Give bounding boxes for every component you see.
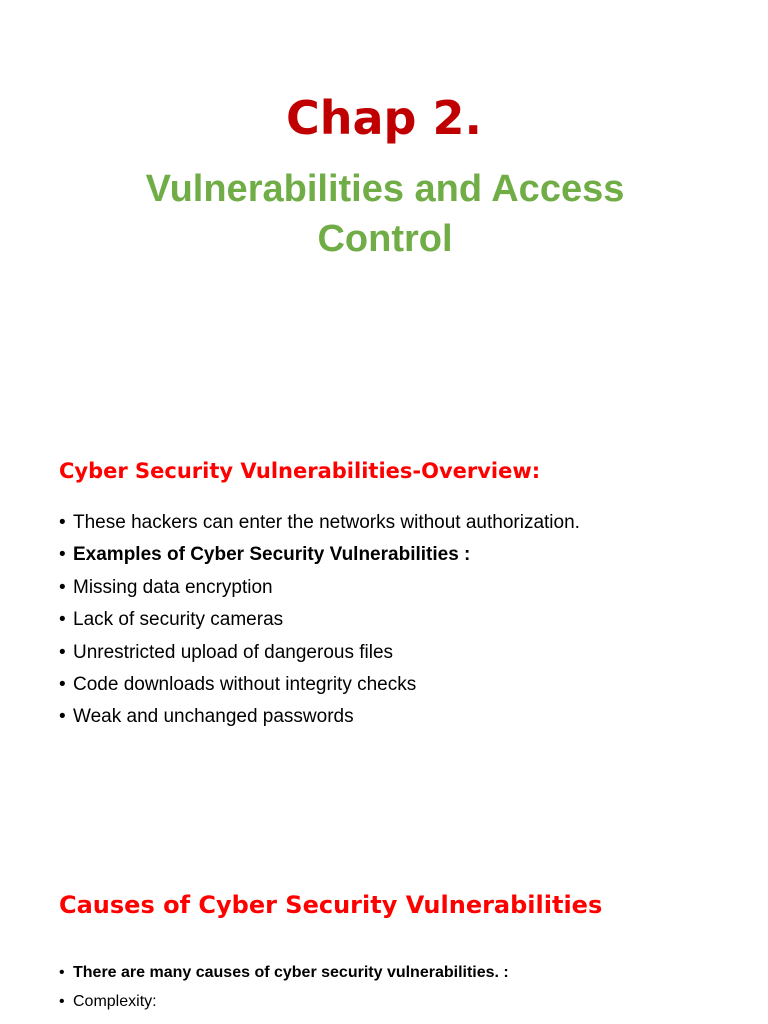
bullet-icon: •	[59, 544, 66, 566]
list-item-text: Complexity:	[73, 993, 157, 1010]
list-item-text: Code downloads without integrity checks	[73, 673, 417, 695]
list-item	[59, 539, 580, 571]
list-item	[59, 987, 509, 1016]
slide-title: Chap 2.	[286, 91, 482, 145]
overview-bullet-list	[59, 507, 580, 734]
bullet-icon: •	[59, 512, 66, 533]
slide-subtitle: Vulnerabilities and Access Control	[145, 168, 625, 260]
bullet-icon: •	[59, 576, 66, 598]
causes-bullet-list	[59, 958, 509, 1016]
bullet-icon: •	[59, 641, 66, 663]
list-item	[59, 604, 580, 636]
overview-heading: Cyber Security Vulnerabilities-Overview:	[59, 459, 541, 483]
list-item-text: These hackers can enter the networks without authorization.	[73, 512, 580, 533]
causes-heading: Causes of Cyber Security Vulnerabilities	[59, 891, 603, 919]
bullet-icon: •	[59, 993, 65, 1010]
list-item	[59, 572, 580, 604]
list-item	[59, 637, 580, 669]
bullet-icon: •	[59, 706, 66, 728]
list-item-text: Unrestricted upload of dangerous files	[73, 641, 394, 663]
list-item	[59, 669, 580, 701]
list-item	[59, 958, 509, 987]
bullet-icon: •	[59, 673, 66, 695]
list-item-text: Missing data encryption	[73, 576, 273, 598]
list-item-text: There are many causes of cyber security vulnerabilities. :	[73, 964, 509, 981]
list-item-text: Lack of security cameras	[73, 609, 284, 631]
list-item	[59, 507, 580, 539]
list-item-text: Examples of Cyber Security Vulnerabilities :	[73, 544, 471, 566]
list-item	[59, 701, 580, 733]
list-item-text: Weak and unchanged passwords	[73, 706, 354, 728]
bullet-icon: •	[59, 964, 65, 981]
bullet-icon: •	[59, 609, 66, 631]
